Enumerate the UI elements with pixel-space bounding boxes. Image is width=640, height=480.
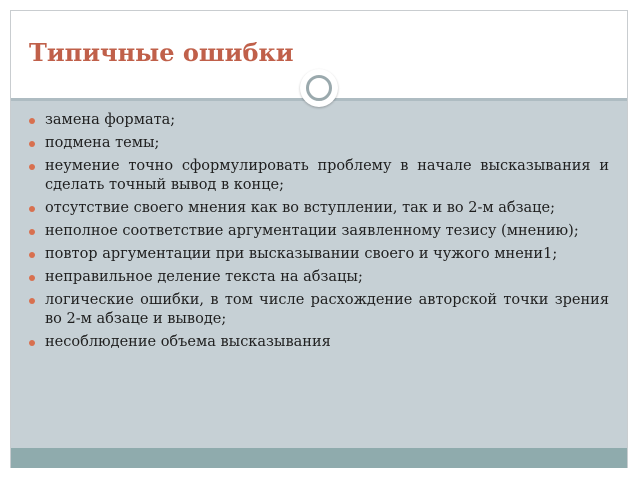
- list-item: [29, 268, 609, 287]
- bullet-icon: [29, 298, 35, 304]
- list-item: [29, 222, 609, 241]
- list-item-text: неумение точно сформулировать проблему в начале высказывания и сделать точный вывод в конце;: [45, 158, 609, 193]
- slide-title: Типичные ошибки: [29, 38, 294, 67]
- list-item-text: повтор аргументации при высказывании своего и чужого мнени1;: [45, 246, 558, 262]
- bullet-icon: [29, 229, 35, 235]
- list-item: [29, 157, 609, 195]
- list-item: [29, 333, 609, 352]
- list-item: [29, 245, 609, 264]
- list-item: [29, 134, 609, 153]
- list-item-text: отсутствие своего мнения как во вступлении, так и во 2-м абзаце;: [45, 200, 555, 216]
- list-item-text: неправильное деление текста на абзацы;: [45, 269, 363, 285]
- slide: [10, 10, 628, 468]
- list-item: [29, 199, 609, 218]
- bullet-icon: [29, 340, 35, 346]
- footer-bar: [11, 448, 627, 468]
- bullet-icon: [29, 118, 35, 124]
- list-item-text: неполное соответствие аргументации заявленному тезису (мнению);: [45, 223, 579, 239]
- bullet-icon: [29, 141, 35, 147]
- list-item-text: замена формата;: [45, 112, 176, 128]
- list-item: [29, 111, 609, 130]
- list-item-text: несоблюдение объема высказывания: [45, 334, 331, 350]
- list-item: [29, 291, 609, 329]
- list-item-text: логические ошибки, в том числе расхождение авторской точки зрения во 2-м абзаце и выводе;: [45, 292, 609, 327]
- bullet-icon: [29, 275, 35, 281]
- bullet-icon: [29, 164, 35, 170]
- ring-ornament-icon: [300, 69, 338, 107]
- bullet-icon: [29, 252, 35, 258]
- bullet-icon: [29, 206, 35, 212]
- list-item-text: подмена темы;: [45, 135, 160, 151]
- error-list: [29, 111, 609, 356]
